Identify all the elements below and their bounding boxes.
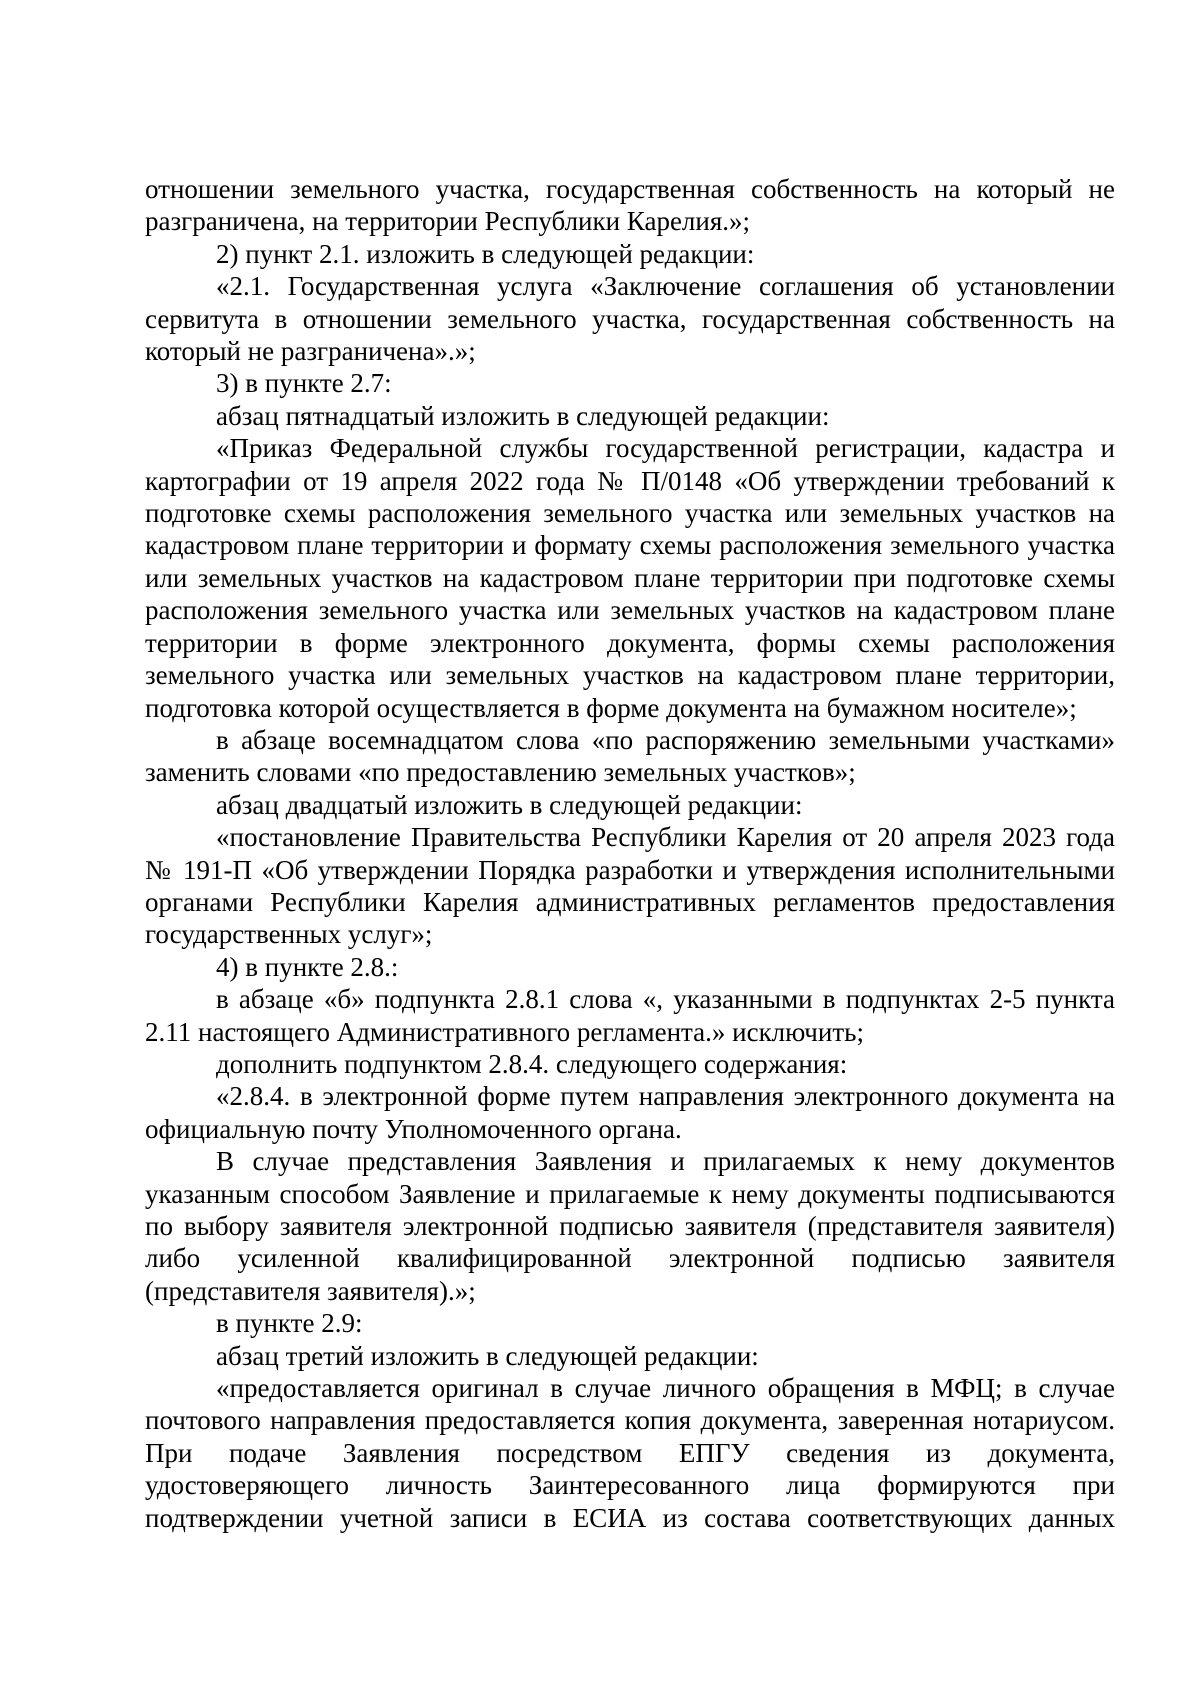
paragraph-4: 3) в пункте 2.7: <box>216 368 392 399</box>
paragraph-12: дополнить подпунктом 2.8.4. следующего содержания: <box>216 1048 848 1079</box>
paragraph-7: в абзаце восемнадцатом слова «по распоряжению земельными участками» заменить словами «по предоставлению земельных участков»; <box>145 724 1115 788</box>
paragraph-11: в абзаце «б» подпункта 2.8.1 слова «, указанными в подпунктах 2-5 пункта 2.11 настоящего Административного регламента.» исключить; <box>145 984 1115 1047</box>
paragraph-1: отношении земельного участка, государственная собственность на который не разграничена, на территории Республики Карелия.»; <box>145 174 1115 237</box>
paragraph-14: В случае представления Заявления и прилагаемых к нему документов указанным способом Заявление и прилагаемые к нему документы подписываются по выбору заявителя электронной подписью заявителя (представителя заявителя) либо усиленной квалифицированной электронной подписью заявителя (представителя заявителя).»; <box>145 1146 1115 1306</box>
paragraph-2: 2) пункт 2.1. изложить в следующей редакции: <box>216 238 755 269</box>
paragraph-13: «2.8.4. в электронной форме путем направления электронного документа на официальную почту Уполномоченного органа. <box>145 1081 1115 1144</box>
paragraph-3: «2.1. Государственная услуга «Заключение соглашения об установлении сервитута в отношении земельного участка, государственная собственность на который не разграничена».»; <box>145 271 1115 367</box>
paragraph-9: «постановление Правительства Республики Карелия от 20 апреля 2023 года № 191-П «Об утверждении Порядка разработки и утверждения исполнительными органами Республики Карелия административных регламентов предоставления государственных услуг»; <box>145 822 1115 950</box>
document-page <box>145 173 1115 1534</box>
paragraph-8: абзац двадцатый изложить в следующей редакции: <box>216 789 803 820</box>
paragraph-6: «Приказ Федеральной службы государственной регистрации, кадастра и картографии от 19 апреля 2022 года № П/0148 «Об утверждении требований к подготовке схемы расположения земельного участка или земельных участков на кадастровом плане территории и формату схемы расположения земельного участка или земельных участков на кадастровом плане территории при подготовке схемы расположения земельного участка или земельных участков на кадастровом плане территории в форме электронного документа, формы схемы расположения земельного участка или земельных участков на кадастровом плане территории, подготовка которой осуществляется в форме документа на бумажном носителе»; <box>145 433 1115 723</box>
paragraph-10: 4) в пункте 2.8.: <box>216 951 399 982</box>
paragraph-17: «предоставляется оригинал в случае личного обращения в МФЦ; в случае почтового направления предоставляется копия документа, заверенная нотариусом. При подаче Заявления посредством ЕПГУ сведения из документа, удостоверяющего личность Заинтересованного лица формируются при подтверждении учетной записи в ЕСИА из состава соответствующих данных <box>145 1373 1115 1533</box>
paragraph-5: абзац пятнадцатый изложить в следующей редакции: <box>216 400 830 431</box>
paragraph-15: в пункте 2.9: <box>216 1308 363 1339</box>
paragraph-16: абзац третий изложить в следующей редакции: <box>216 1340 759 1371</box>
